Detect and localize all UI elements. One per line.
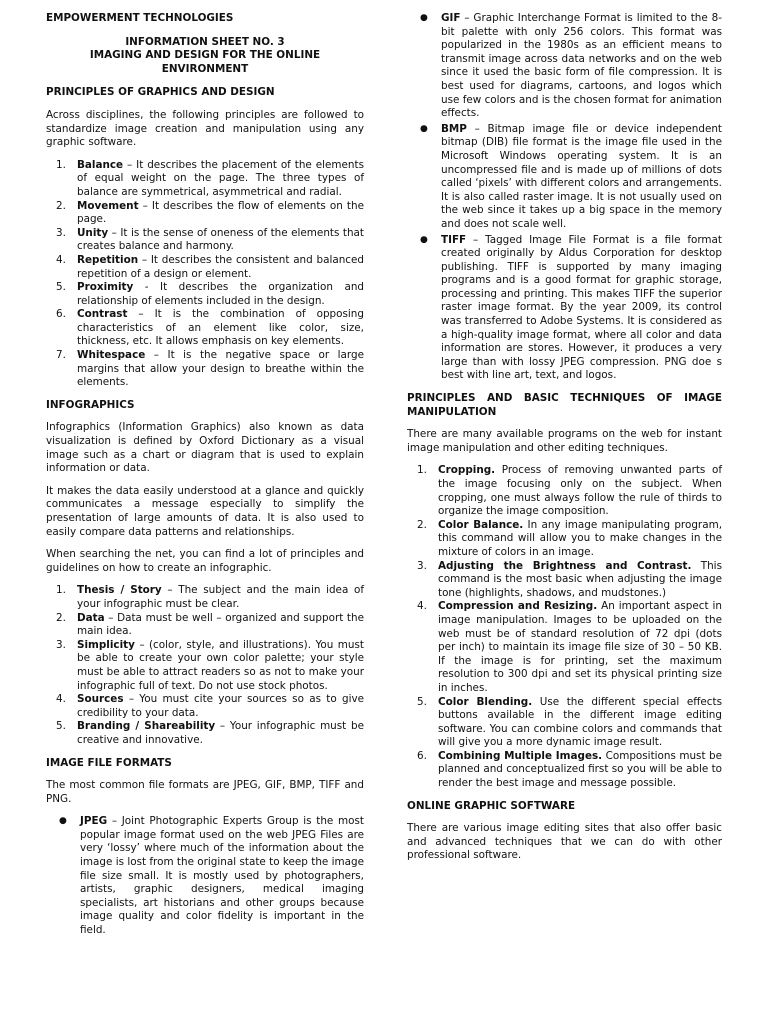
item-text: – Your infographic must be creative and innovative.	[77, 720, 365, 746]
item-term: Balance	[77, 158, 124, 171]
file-formats-intro: The most common file formats are JPEG, GIF, BMP, TIFF and PNG.	[46, 779, 364, 805]
list-item	[46, 584, 364, 611]
online-software-intro: There are various image editing sites that also offer basic and advanced techniques that we can do with other professional software.	[407, 822, 722, 862]
item-text: – Tagged Image File Format is a file format created originally by Aldus Corporation for desktop publishing. TIFF is supported by many imaging programs and is a good format for graphic storage, processing and printing. This makes TIFF the superior raster image format. By the year 2009, its control was transferred to Adobe Systems. It is considered as a high-quality image format, where all color and data information are stores. However, it produces a very large than with lossy JPEG compression. PNG doe s best with line art, text, and logos.	[441, 233, 722, 382]
list-item	[46, 254, 364, 281]
item-term: Simplicity	[77, 638, 135, 651]
list-item	[46, 308, 364, 349]
list-item	[46, 720, 364, 747]
item-text: – It describes the flow of elements on the page.	[77, 199, 364, 226]
item-term: Compression and Resizing.	[438, 600, 598, 613]
manipulation-heading: PRINCIPLES AND BASIC TECHNIQUES OF IMAGE MANIPULATION	[407, 392, 722, 418]
item-number: 4.	[56, 253, 66, 266]
list-item	[407, 696, 722, 750]
list-item	[407, 234, 722, 384]
item-text: In any image manipulating program, this command will allow you to make changes in the mixture of colors in an image.	[438, 518, 722, 558]
list-item	[407, 123, 722, 232]
manipulation-list	[407, 464, 722, 790]
bullet-dot-icon: ●	[420, 13, 428, 23]
item-term: Repetition	[77, 253, 139, 266]
item-number: 2.	[56, 199, 66, 212]
list-item	[46, 159, 364, 200]
list-item	[407, 750, 722, 791]
item-text: – It is the combination of opposing characteristics of an element like color, size, thickness, etc. It allows emphasis on key elements.	[77, 308, 364, 348]
file-formats-heading: IMAGE FILE FORMATS	[46, 756, 172, 769]
item-term: Color Blending.	[438, 695, 533, 708]
item-text: – (color, style, and illustrations). You must be able to create your own color palette; your style must be able to attract readers so as not to make your infographic full of text. Do not use stock photos.	[77, 638, 364, 692]
item-text: Process of removing unwanted parts of the image focusing only on the subject. When cropping, one must always follow the rule of thirds to organize the image composition.	[438, 464, 722, 518]
list-item	[407, 560, 722, 601]
item-number: 5.	[56, 281, 66, 294]
item-term: Adjusting the Brightness and Contrast.	[438, 559, 692, 572]
list-item	[46, 612, 364, 639]
item-number: 3.	[56, 226, 66, 239]
item-term: Contrast	[77, 308, 128, 321]
item-term: Movement	[77, 199, 139, 212]
list-item	[46, 815, 364, 937]
item-term: TIFF	[441, 233, 467, 246]
item-text: - It describes the organization and relationship of elements included in the design.	[77, 281, 364, 307]
item-text: – Graphic Interchange Format is limited to the 8-bit palette with only 256 colors. This format was popularized in the 1980s as an efficient means to transmit image across data networks and on the web since it used the basic form of file compression. It is best used for diagrams, cartoons, and logos which use few colors and is the chosen format for animation effects.	[441, 12, 722, 120]
list-item	[46, 227, 364, 254]
item-text: This command is the most basic when adjusting the image tone (highlights, shadows, and mudstones.)	[438, 559, 722, 599]
item-term: Proximity	[77, 281, 134, 294]
principles-heading: PRINCIPLES OF GRAPHICS AND DESIGN	[46, 86, 275, 99]
list-item	[46, 281, 364, 308]
item-number: 1.	[56, 158, 66, 171]
item-number: 6.	[417, 749, 427, 762]
bullet-dot-icon: ●	[420, 234, 428, 245]
item-term: Color Balance.	[438, 518, 524, 531]
list-item	[407, 12, 722, 121]
item-text: Compositions must be planned and conceptualized first so you will be able to render the best image and message possible.	[438, 749, 722, 790]
list-item	[407, 464, 722, 518]
file-formats-list-right	[407, 12, 722, 383]
item-term: JPEG	[80, 815, 108, 828]
item-number: 4.	[417, 600, 427, 613]
item-number: 2.	[417, 518, 427, 531]
item-term: Cropping.	[438, 464, 496, 477]
item-text: – Data must be well – organized and support the main idea.	[77, 611, 364, 638]
infographics-paragraph-1: Infographics (Information Graphics) also known as data visualization is defined by Oxford Dictionary as a visual image such as a chart or diagram that is used to explain information or data.	[46, 421, 364, 475]
item-term: Sources	[77, 693, 124, 706]
list-item	[46, 200, 364, 227]
infographics-list	[46, 584, 364, 747]
item-number: 1.	[417, 464, 427, 477]
online-software-heading: ONLINE GRAPHIC SOFTWARE	[407, 799, 576, 812]
item-number: 1.	[56, 584, 66, 597]
list-item	[46, 693, 364, 720]
right-column	[407, 12, 722, 872]
item-term: Data	[77, 611, 105, 624]
item-number: 6.	[56, 308, 66, 321]
bullet-dot-icon: ●	[59, 816, 67, 827]
principles-list	[46, 159, 364, 390]
sheet-number: INFORMATION SHEET NO. 3	[125, 35, 285, 48]
sheet-title: IMAGING AND DESIGN FOR THE ONLINE ENVIRONMENT	[89, 49, 321, 75]
item-text: – It is the negative space or large margins that allow your design to breathe within the elements.	[77, 349, 364, 389]
item-text: – It is the sense of oneness of the elements that creates balance and harmony.	[77, 226, 364, 253]
item-text: – It describes the placement of the elements of equal weight on the page. The three types of balance are symmetrical, asymmetrical and radial.	[77, 158, 364, 198]
item-number: 2.	[56, 611, 66, 624]
item-term: BMP	[441, 122, 467, 135]
item-term: GIF	[441, 12, 461, 24]
item-number: 5.	[56, 720, 66, 733]
item-term: Combining Multiple Images.	[438, 749, 603, 762]
infographics-heading: INFOGRAPHICS	[46, 398, 135, 411]
item-text: Use the different special effects buttons available in the different image editing software. You can combine colors and commands that will give you a more dynamic image result.	[438, 695, 722, 749]
principles-intro: Across disciplines, the following principles are followed to standardize image creation and manipulation using any graphic software.	[46, 108, 364, 149]
list-item	[407, 600, 722, 695]
list-item	[46, 639, 364, 693]
item-number: 7.	[56, 349, 66, 362]
item-term: Unity	[77, 226, 109, 239]
item-number: 3.	[417, 559, 427, 572]
item-text: – You must cite your sources so as to give credibility to your data.	[77, 693, 364, 719]
document-subject: EMPOWERMENT TECHNOLOGIES	[46, 12, 234, 24]
manipulation-intro: There are many available programs on the web for instant image manipulation and other editing techniques.	[407, 428, 722, 454]
file-formats-list-left	[46, 815, 364, 937]
item-term: Whitespace	[77, 349, 146, 362]
item-term: Branding / Shareability	[77, 720, 216, 733]
item-text: An important aspect in image manipulation. Images to be uploaded on the web must be of standard resolution of 72 dpi (dots per inch) to maintain its image file size of 30 – 50 KB. If the image is for printing, set the maximum resolution to 300 dpi and set its physical printing size in inches.	[438, 600, 722, 694]
infographics-paragraph-3: When searching the net, you can find a lot of principles and guidelines on how to create an infographic.	[46, 548, 364, 574]
item-text: – Joint Photographic Experts Group is the most popular image format used on the web JPEG Files are very ‘lossy’ where much of the information about the image is lost from the original state to keep the image file size small. It is mostly used by photographers, artists, graphic designers, medical imaging specialists, art historians and other groups because image quality and color fidelity is important in the field.	[80, 815, 364, 937]
item-number: 3.	[56, 638, 66, 651]
item-term: Thesis / Story	[77, 584, 162, 597]
list-item	[407, 519, 722, 560]
item-text: – It describes the consistent and balanced repetition of a design or element.	[77, 253, 364, 280]
item-number: 5.	[417, 695, 427, 708]
list-item	[46, 349, 364, 390]
item-text: – Bitmap image file or device independent bitmap (DIB) file format is the image file used in the Microsoft Windows operating system. It is an uncompressed file and is made up of millions of dots called ‘pixels’ with different colors and arrangements. It is also called raster image. It is not usually used on the web since it takes up a big space in the memory and does not scale well.	[441, 122, 722, 230]
left-column	[46, 12, 364, 947]
infographics-paragraph-2: It makes the data easily understood at a glance and quickly communicates a message especially to simplify the presentation of large amounts of data. It is also used to easily compare data patterns and relationships.	[46, 484, 364, 538]
item-number: 4.	[56, 693, 66, 706]
item-text: – The subject and the main idea of your infographic must be clear.	[77, 584, 364, 610]
bullet-dot-icon: ●	[420, 123, 428, 134]
